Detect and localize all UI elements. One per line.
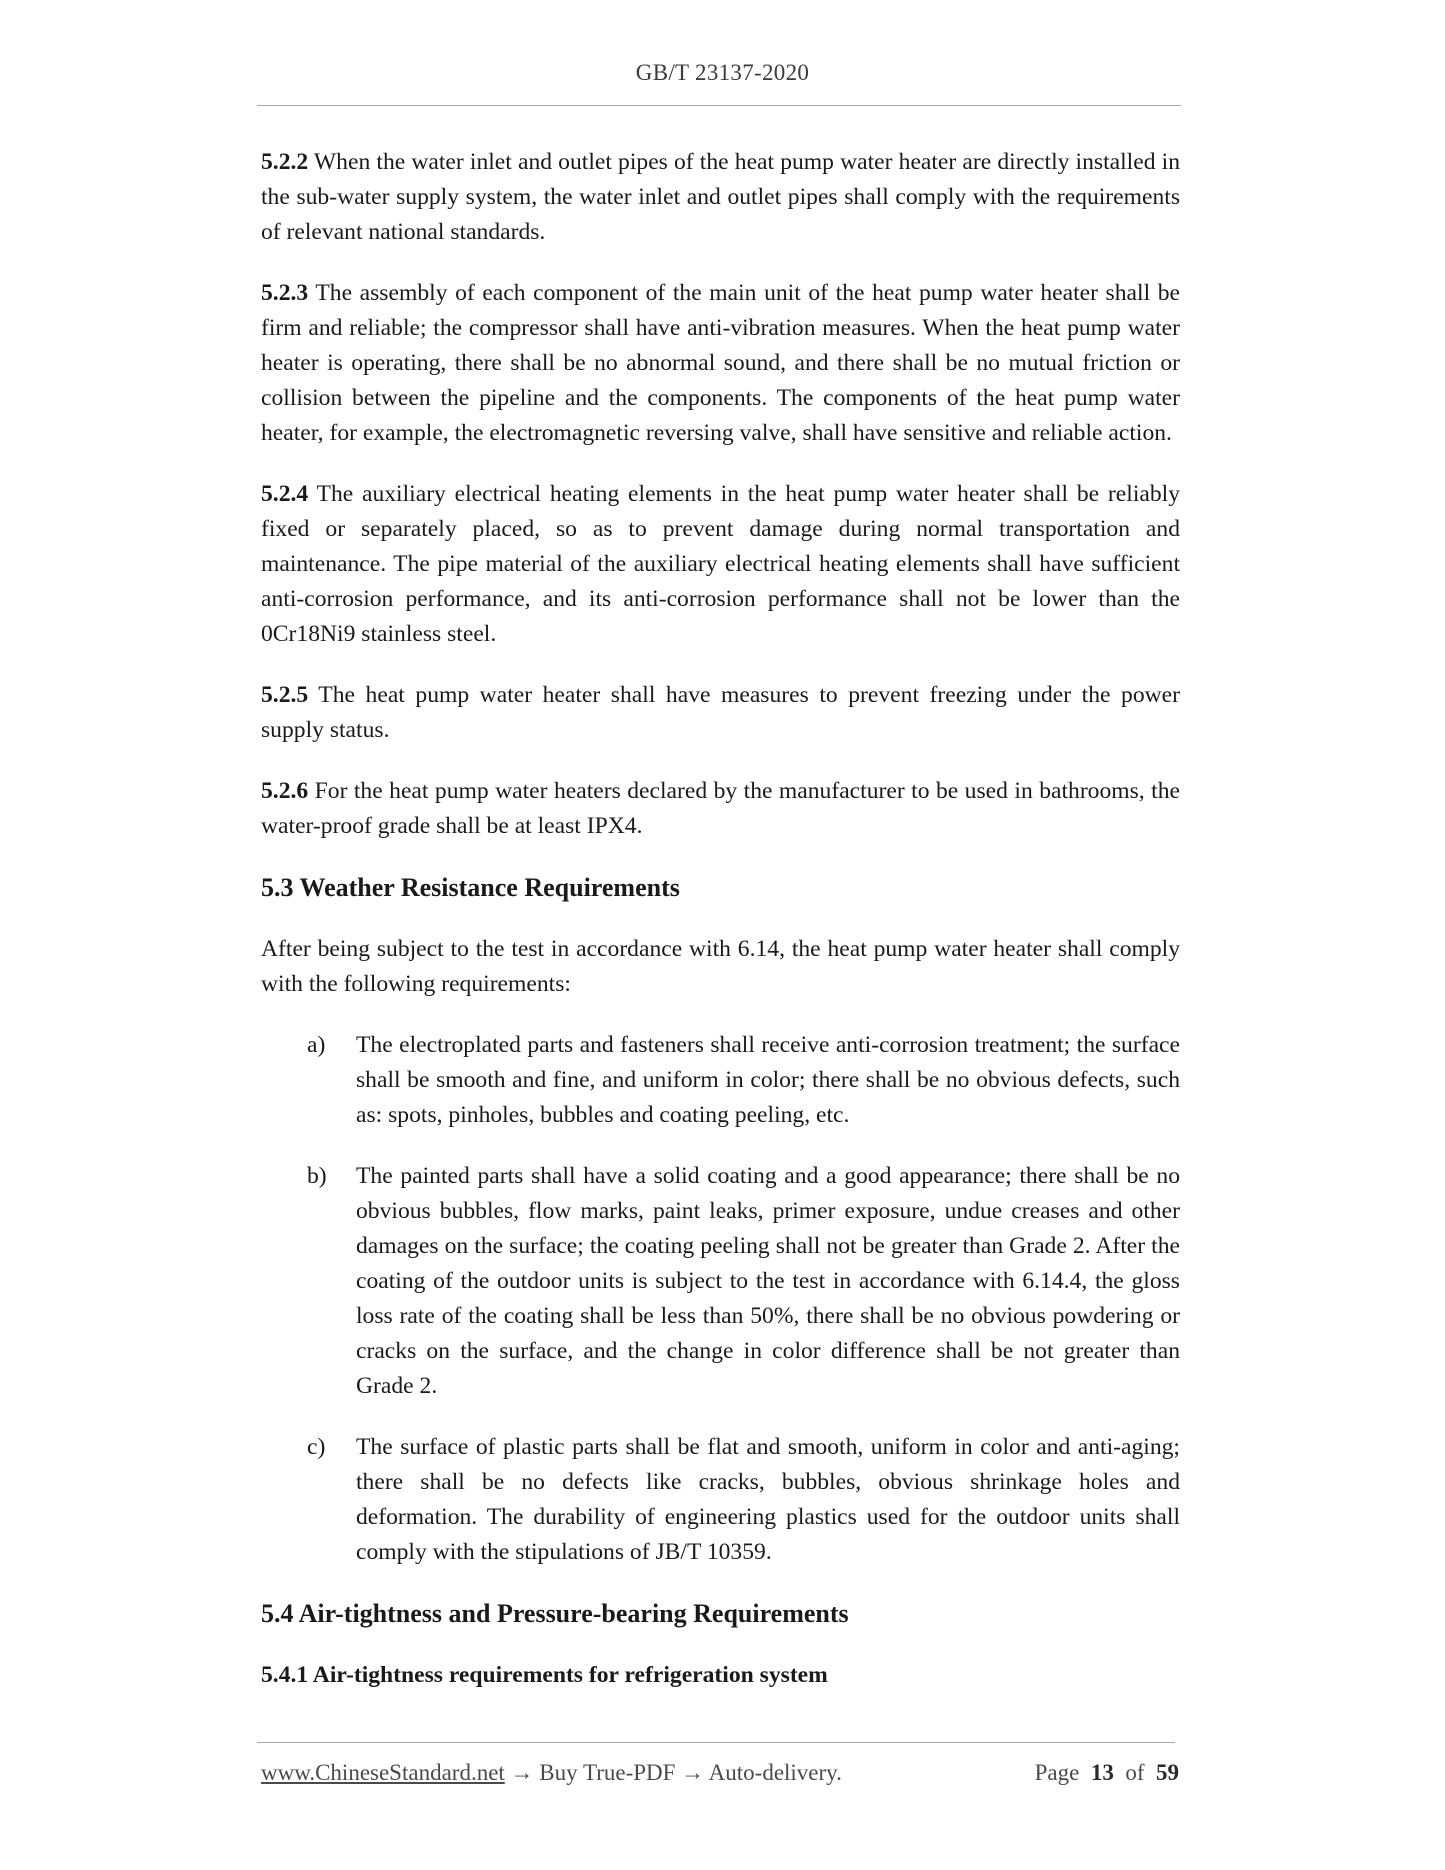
clause-number: 5.2.5 (261, 682, 309, 708)
clause-text: For the heat pump water heaters declared by the manufacturer to be used in bathrooms, the water-proof grade shall be at least IPX4. (261, 778, 1180, 839)
clause-5-2-6 (261, 774, 1180, 844)
document-body (261, 145, 1180, 1693)
list-item-text: The surface of plastic parts shall be flat and smooth, uniform in color and anti-aging; there shall be no defects like cracks, bubbles, obvious shrinkage holes and deformation. The durability of engineering plastics used for the outdoor units shall comply with the stipulations of JB/T 10359. (356, 1434, 1180, 1565)
clause-5-2-3 (261, 276, 1180, 451)
list-item-text: The electroplated parts and fasteners shall receive anti-corrosion treatment; the surface shall be smooth and fine, and uniform in color; there shall be no obvious defects, such as: spots, pinholes, bubbles and coating peeling, etc. (356, 1032, 1180, 1128)
website-link[interactable]: www.ChineseStandard.net (261, 1760, 505, 1785)
clause-number: 5.2.2 (261, 149, 309, 175)
clause-text: The assembly of each component of the main unit of the heat pump water heater shall be firm and reliable; the compressor shall have anti-vibration measures. When the heat pump water heater is operating, there shall be no abnormal sound, and there shall be no mutual friction or collision between the pipeline and the components. The components of the heat pump water heater, for example, the electromagnetic reversing valve, shall have sensitive and reliable action. (261, 280, 1180, 446)
clause-5-2-4 (261, 477, 1180, 652)
page-label: Page (1034, 1760, 1080, 1785)
section-5-3-intro: After being subject to the test in accordance with 6.14, the heat pump water heater shall comply with the following requirements: (261, 936, 1180, 997)
section-5-3-heading: 5.3 Weather Resistance Requirements (261, 873, 680, 902)
list-item-a (261, 1028, 1180, 1133)
clause-number: 5.2.6 (261, 778, 309, 804)
list-marker: c) (307, 1434, 326, 1460)
page-current: 13 (1090, 1760, 1114, 1785)
clause-text: The auxiliary electrical heating elements in the heat pump water heater shall be reliably fixed or separately placed, so as to prevent damage during normal transportation and maintenance. The pipe material of the auxiliary electrical heating elements shall have sufficient anti-corrosion performance, and its anti-corrosion performance shall not be lower than the 0Cr18Ni9 stainless steel. (261, 481, 1180, 647)
footer-divider (257, 1742, 1175, 1743)
clause-5-2-2 (261, 145, 1180, 250)
page-footer (261, 1757, 1179, 1789)
list-marker: a) (307, 1032, 326, 1058)
clause-number: 5.2.4 (261, 481, 309, 507)
page-of-label: of (1125, 1760, 1145, 1785)
clause-5-2-5 (261, 678, 1180, 748)
list-item-c (261, 1430, 1180, 1570)
list-marker: b) (307, 1163, 327, 1189)
footer-tagline: → Buy True-PDF → Auto-delivery. (504, 1760, 842, 1785)
clause-text: When the water inlet and outlet pipes of the heat pump water heater are directly installed in the sub-water supply system, the water inlet and outlet pipes shall comply with the requirements of relevant national standards. (261, 149, 1180, 245)
section-5-4-heading: 5.4 Air-tightness and Pressure-bearing Requirements (261, 1599, 849, 1628)
clause-text: The heat pump water heater shall have measures to prevent freezing under the power supply status. (261, 682, 1180, 743)
list-item-b (261, 1159, 1180, 1404)
document-header-id: GB/T 23137-2020 (635, 60, 810, 85)
page-indicator (1035, 1757, 1179, 1789)
page-total: 59 (1156, 1760, 1179, 1785)
section-5-4-1-heading: 5.4.1 Air-tightness requirements for refrigeration system (261, 1662, 828, 1688)
header-divider (257, 105, 1181, 106)
list-item-text: The painted parts shall have a solid coating and a good appearance; there shall be no obvious bubbles, flow marks, paint leaks, primer exposure, undue creases and other damages on the surface; the coating peeling shall not be greater than Grade 2. After the coating of the outdoor units is subject to the test in accordance with 6.14.4, the gloss loss rate of the coating shall be less than 50%, there shall be no obvious powdering or cracks on the surface, and the change in color difference shall be not greater than Grade 2. (356, 1163, 1180, 1399)
clause-number: 5.2.3 (261, 280, 309, 306)
